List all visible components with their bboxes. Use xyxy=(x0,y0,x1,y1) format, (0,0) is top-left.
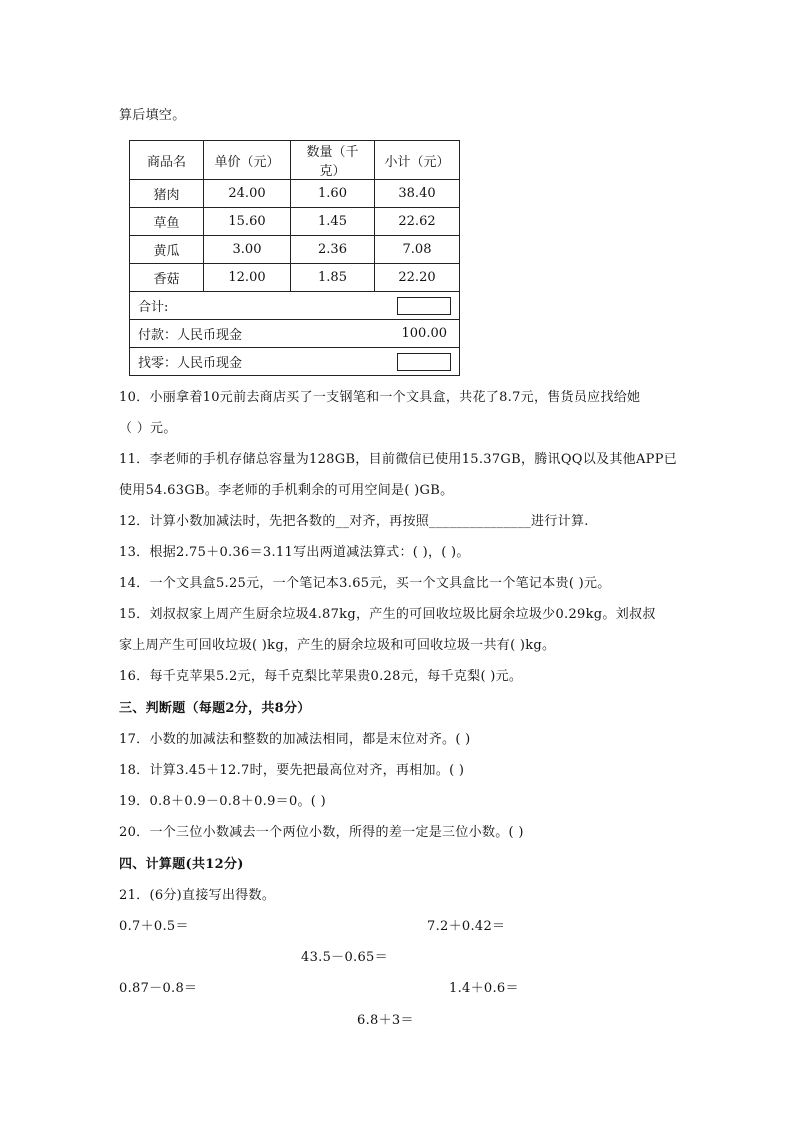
question-10-line1: 10．小丽拿着10元前去商店买了一支钢笔和一个文具盒，共花了8.7元，售货员应找给她 xyxy=(119,390,641,405)
question-21: 21．(6分)直接写出得数。 xyxy=(119,888,276,903)
table-cell: 22.20 xyxy=(375,264,460,292)
change-answer-box[interactable] xyxy=(397,353,451,371)
total-row xyxy=(130,292,460,320)
table-cell: 22.62 xyxy=(375,208,460,236)
total-answer-box[interactable] xyxy=(397,297,451,315)
table-cell: 猪肉 xyxy=(130,180,204,208)
table-cell: 黄瓜 xyxy=(130,236,204,264)
table-cell: 7.08 xyxy=(375,236,460,264)
table-cell: 1.85 xyxy=(291,264,375,292)
change-cell xyxy=(130,348,460,376)
header-cell: 小计（元） xyxy=(375,141,460,180)
change-row xyxy=(130,348,460,376)
table-cell: 3.00 xyxy=(204,236,291,264)
total-cell xyxy=(130,292,460,320)
table-row xyxy=(130,264,460,292)
calc-item: 6.8＋3＝ xyxy=(357,1013,414,1028)
table-cell: 草鱼 xyxy=(130,208,204,236)
total-label: 合计: xyxy=(138,300,169,315)
question-15-line2: 家上周产生可回收垃圾( )kg，产生的厨余垃圾和可回收垃圾一共有( )kg。 xyxy=(119,638,556,653)
calc-item: 0.7＋0.5＝ xyxy=(119,919,189,934)
change-label: 找零：人民币现金 xyxy=(138,356,243,371)
table-row xyxy=(130,208,460,236)
question-11-line1: 11．李老师的手机存储总容量为128GB，目前微信已使用15.37GB，腾讯QQ以及其他APP已 xyxy=(119,452,678,467)
question-17: 17．小数的加减法和整数的加减法相同，都是末位对齐。( ) xyxy=(119,732,471,747)
table-cell: 15.60 xyxy=(204,208,291,236)
question-16: 16．每千克苹果5.2元，每千克梨比苹果贵0.28元，每千克梨( )元。 xyxy=(119,669,523,684)
question-18: 18．计算3.45＋12.7时，要先把最高位对齐，再相加。( ) xyxy=(119,763,465,778)
question-12: 12．计算小数加减法时，先把各数的__对齐，再按照_______________进行计算. xyxy=(119,514,589,529)
goods-table xyxy=(129,140,460,376)
table-cell: 12.00 xyxy=(204,264,291,292)
table-cell: 香菇 xyxy=(130,264,204,292)
calc-item: 43.5－0.65＝ xyxy=(301,950,388,965)
table-row xyxy=(130,180,460,208)
pay-label: 付款：人民币现金 xyxy=(138,328,243,343)
question-20: 20．一个三位小数减去一个两位小数，所得的差一定是三位小数。( ) xyxy=(119,825,524,840)
pay-cell xyxy=(130,320,460,348)
question-10-line2: （ ）元。 xyxy=(119,421,177,436)
pay-row xyxy=(130,320,460,348)
table-cell: 1.45 xyxy=(291,208,375,236)
header-cell: 数量（千克） xyxy=(291,141,375,180)
table-cell: 24.00 xyxy=(204,180,291,208)
question-13: 13．根据2.75＋0.36＝3.11写出两道减法算式：( )，( )。 xyxy=(119,545,470,560)
table-row xyxy=(130,236,460,264)
table-cell: 38.40 xyxy=(375,180,460,208)
table-cell: 2.36 xyxy=(291,236,375,264)
section-3-heading: 三、判断题（每题2分，共8分） xyxy=(119,701,311,716)
calc-item: 7.2＋0.42＝ xyxy=(427,919,506,934)
intro-text: 算后填空。 xyxy=(119,108,186,123)
pay-value: 100.00 xyxy=(401,326,447,341)
question-15-line1: 15．刘叔叔家上周产生厨余垃圾4.87kg，产生的可回收垃圾比厨余垃圾少0.29kg。刘叔叔 xyxy=(119,607,656,622)
header-cell: 单价（元） xyxy=(204,141,291,180)
table-header-row xyxy=(130,141,460,180)
calc-item: 0.87－0.8＝ xyxy=(119,981,198,996)
table-cell: 1.60 xyxy=(291,180,375,208)
question-11-line2: 使用54.63GB。李老师的手机剩余的可用空间是( )GB。 xyxy=(119,483,454,498)
section-4-heading: 四、计算题(共12分) xyxy=(119,857,244,872)
header-cell: 商品名 xyxy=(130,141,204,180)
question-14: 14．一个文具盒5.25元，一个笔记本3.65元，买一个文具盒比一个笔记本贵( )元。 xyxy=(119,576,611,591)
calc-item: 1.4＋0.6＝ xyxy=(449,981,519,996)
question-19: 19．0.8＋0.9－0.8＋0.9＝0。( ) xyxy=(119,794,326,809)
